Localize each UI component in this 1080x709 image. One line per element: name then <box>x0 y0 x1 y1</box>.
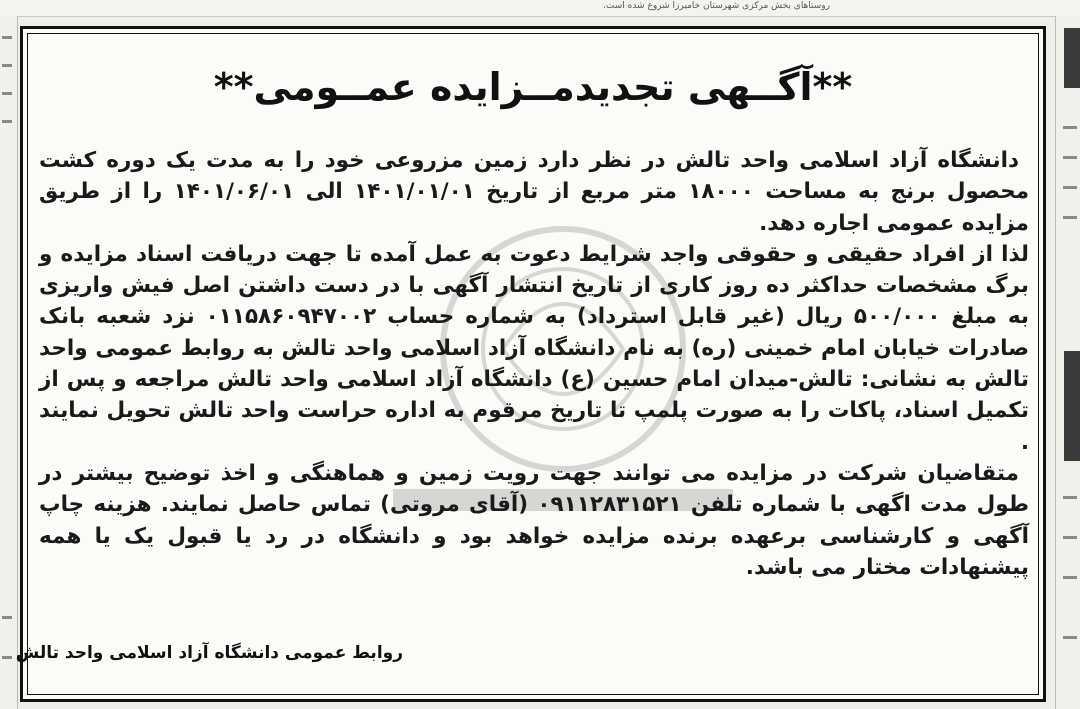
column-photo <box>1064 351 1080 461</box>
newspaper-left-column <box>0 16 18 709</box>
ad-title: **آگــهی تجدیدمــزایده عمــومی** <box>213 65 853 109</box>
newspaper-top-caption: روستاهای بخش مرکزی شهرستان خامیرزا شروع شده است. <box>603 1 830 11</box>
ad-body <box>39 145 1029 583</box>
column-text-fragment <box>1063 156 1077 159</box>
column-text-fragment <box>1063 216 1077 219</box>
column-text-fragment <box>1063 536 1077 539</box>
ad-paragraph: متقاضیان شرکت در مزایده می توانند جهت رویت زمین و هماهنگی و اخذ توضیح بیشتر در طول مدت اگهی با شماره تلفن ۰۹۱۱۲۸۳۱۵۲۱ (آقای مروتی) تماس حاصل نمایند. هزینه چاپ آگهی و کارشناسی برعهده برنده مزایده خواهد بود و دانشگاه در رد یا قبول یک یا همه پیشنهادات مختار می باشد. <box>39 460 1030 580</box>
ad-signature: روابط عمومی دانشگاه آزاد اسلامی واحد تالش <box>15 643 403 663</box>
column-text-fragment <box>1063 636 1077 639</box>
ad-paragraph: لذا از افراد حقیقی و حقوقی واجد شرایط دعوت به عمل آمده تا جهت دریافت اسناد مزایده و برگ مشخصات حداکثر ده روز کاری از تاریخ انتشار آگهی با در دست داشتن اصل فیش واریزی به مبلغ ۵۰۰/۰۰۰ ریال (غیر قابل استرداد) به شماره حساب ۰۱۱۵۸۶۰۹۴۷۰۰۲ نزد شعبه بانک صادرات خیابان امام خمینی (ره) به نام دانشگاه آزاد اسلامی واحد تالش به روابط عمومی واحد تالش به نشانی: تالش-میدان امام حسین (ع) دانشگاه آزاد اسلامی واحد تالش مراجعه و پس از تکمیل اسناد، پاکات را به صورت پلمپ تا تاریخ مرقوم به اداره حراست واحد تالش تحویل نمایند . <box>39 241 1030 455</box>
ad-paragraph: دانشگاه آزاد اسلامی واحد تالش در نظر دارد زمین مزروعی خود را به مدت یک دوره کشت محصول برنج به مساحت ۱۸۰۰۰ متر مربع از تاریخ ۱۴۰۱/۰۱/۰۱ الی ۱۴۰۱/۰۶/۰۱ را از طریق مزایده عمومی اجاره دهد. <box>39 148 1030 236</box>
newspaper-right-column <box>1055 16 1080 709</box>
column-text-fragment <box>1063 576 1077 579</box>
auction-advertisement <box>15 26 1046 702</box>
column-text-fragment <box>2 120 12 123</box>
column-text-fragment <box>2 36 12 39</box>
column-text-fragment <box>2 656 12 659</box>
column-photo <box>1064 28 1080 88</box>
newspaper-top-strip <box>0 0 1080 17</box>
column-text-fragment <box>1063 186 1077 189</box>
column-text-fragment <box>1063 496 1077 499</box>
column-text-fragment <box>2 616 12 619</box>
column-text-fragment <box>2 92 12 95</box>
column-text-fragment <box>2 64 12 67</box>
column-text-fragment <box>1063 126 1077 129</box>
